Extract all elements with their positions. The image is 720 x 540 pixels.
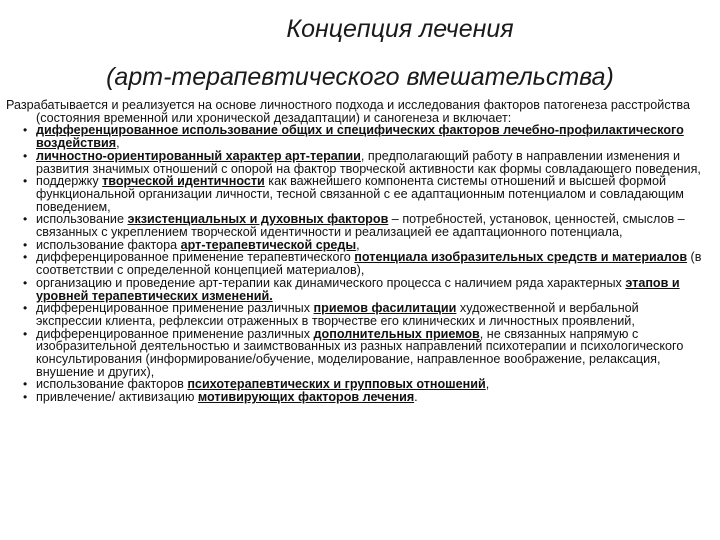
item-text: поддержку — [36, 174, 103, 189]
item-text: дифференцированное применение различных — [36, 326, 314, 341]
slide-title: Концепция лечения — [286, 15, 514, 43]
item-emphasis: дифференцированное использование общих и специфических факторов лечебно-профилактического воздействия — [36, 123, 684, 151]
item-text: дифференцированное применение терапевтического — [36, 250, 355, 265]
item-emphasis: экзистенциальных и духовных факторов — [127, 212, 389, 227]
item-emphasis: психотерапевтических и групповых отношений — [187, 377, 486, 392]
list-item — [6, 391, 706, 404]
slide-body — [6, 99, 706, 404]
item-text: дифференцированное применение различных — [36, 301, 314, 316]
item-text: , предполагающий работу в направлении изменения и развития значимых отношений с опорой на фактор творческой активности как формы совладающего поведения, — [36, 148, 701, 176]
item-text: (в соответствии с определенной концепцией материалов), — [36, 250, 702, 278]
item-text: привлечение/ активизацию — [36, 390, 198, 405]
item-emphasis: потенциала изобразительных средств и материалов — [354, 250, 688, 265]
item-text: использование фактора — [36, 237, 181, 252]
list-item — [6, 302, 706, 327]
list-item — [6, 150, 706, 175]
item-emphasis: этапов и уровней терапевтических изменений. — [36, 275, 680, 303]
list-item — [6, 251, 706, 276]
slide-subtitle: (арт-терапевтического вмешательства) — [106, 63, 614, 91]
item-emphasis: приемов фасилитации — [313, 301, 457, 316]
item-text: , — [116, 136, 120, 151]
item-emphasis: личностно-ориентированный характер арт-терапии — [36, 148, 361, 163]
item-text: . — [414, 390, 418, 405]
item-text: организацию и проведение арт-терапии как динамического процесса с наличием ряда характерных — [36, 275, 626, 290]
item-emphasis: творческой идентичности — [102, 174, 265, 189]
item-text: использование — [36, 212, 128, 227]
item-text: художественной и вербальной экспрессии клиента, рефлексии отраженных в творчестве его клинических и личностных проявлений, — [36, 301, 639, 328]
item-emphasis: арт-терапевтической среды — [180, 237, 357, 252]
bullet-list — [6, 124, 706, 403]
list-item — [6, 213, 706, 238]
item-text: – потребностей, установок, ценностей, смыслов – связанных с укреплением творческой идентичности и реализацией ее адаптационного потенциала, — [36, 212, 685, 240]
list-item — [6, 328, 706, 379]
item-emphasis: дополнительных приемов — [313, 326, 480, 341]
item-text: как важнейшего компонента системы отношений и высшей формой функциональной организации личности, тесной связанной с ее адаптационным потенциалом и совладающим поведением, — [36, 174, 684, 214]
list-item — [6, 175, 706, 213]
list-item — [6, 124, 706, 149]
item-text: , не связанных напрямую с изобразительной деятельностью и заимствованных из разных направлений психотерапии и психологического консультирования (информирование/обучение, моделирование, направленное воображение, релаксация, внушение и других), — [36, 326, 684, 379]
intro-paragraph: Разрабатывается и реализуется на основе личностного подхода и исследования факторов патогенеза расстройства (состояния временной или хронической дезадаптации) и саногенеза и включает: — [6, 98, 690, 125]
list-item — [6, 277, 706, 302]
item-emphasis: мотивирующих факторов лечения — [197, 390, 415, 405]
item-text: , — [356, 237, 360, 252]
item-text: , — [485, 377, 490, 392]
item-text: использование факторов — [36, 377, 188, 392]
